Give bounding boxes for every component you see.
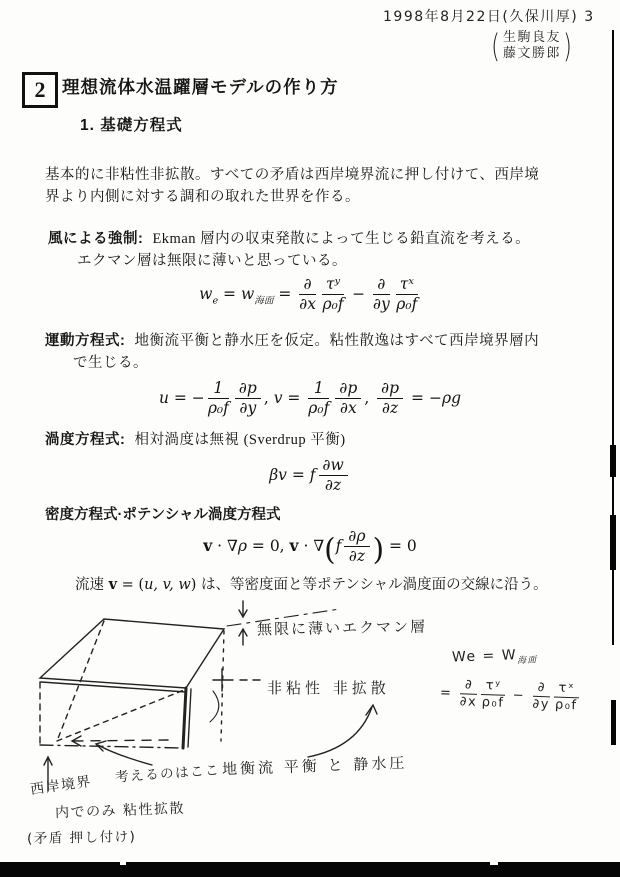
eq-token: βv <box>269 466 287 485</box>
eq-token: ) は、等密度面と等ポテンシャル渦度面の交線に沿う。 <box>190 577 548 593</box>
box-inner-diagonal-1 <box>57 621 104 741</box>
eq-token: f <box>309 466 316 485</box>
scan-edge-blob-3 <box>611 700 616 745</box>
fraction-denominator: ρ₀f <box>322 294 344 313</box>
fraction-numerator: ∂ρ <box>344 528 369 547</box>
wind-forcing-text: Ekman 層内の収束発散によって生じる鉛直流を考える。 <box>152 231 531 247</box>
eq-token: v <box>108 576 118 593</box>
fraction <box>299 276 316 312</box>
eq-token: v <box>289 536 299 556</box>
fraction-denominator: ∂z <box>325 475 342 494</box>
annotation-western-boundary: 西岸境界 <box>29 773 93 799</box>
scan-bottom-bar <box>0 862 620 877</box>
vorticity-lead: 渦度方程式: <box>45 432 126 448</box>
fraction-numerator: τʸ <box>322 276 344 295</box>
fraction-numerator: ∂ <box>533 681 551 698</box>
fraction <box>344 528 369 564</box>
wind-forcing-line-2: エクマン層は無限に薄いと思っている。 <box>77 253 347 269</box>
scan-bottom-bar-notch-1 <box>120 862 126 865</box>
density-lead: 密度方程式·ポテンシャル渦度方程式 <box>45 507 281 523</box>
scan-edge-blob-2 <box>610 515 616 570</box>
subsection-title: 1. 基礎方程式 <box>80 117 183 134</box>
eq-token: · ∇ <box>298 537 325 556</box>
fraction <box>396 276 418 312</box>
fraction <box>481 679 506 711</box>
eq-token: w <box>240 285 255 304</box>
fraction-denominator: ρ₀f <box>308 398 330 417</box>
scan-bottom-bar-notch-2 <box>490 862 498 865</box>
section-number: 2 <box>34 77 46 102</box>
eq-token: − <box>347 285 370 304</box>
box-right-front-edge-2 <box>188 689 191 747</box>
annotation-geostrophic: 地衡流 平衡 と 静水圧 <box>221 753 408 779</box>
fraction <box>460 678 478 710</box>
eq-token: = <box>273 285 297 304</box>
eq-token: = − <box>406 389 442 408</box>
eq-token: = 0, <box>246 537 290 556</box>
fraction-numerator: τˣ <box>554 682 579 699</box>
page-title: 理想流体水温躍層モデルの作り方 <box>62 77 339 97</box>
geostrophic-curve <box>308 707 372 757</box>
box-inner-diagonal-2 <box>57 690 184 741</box>
eq-token: ρ <box>237 537 247 556</box>
eq-token: = ( <box>117 577 145 593</box>
fraction-denominator: ∂x <box>299 294 317 313</box>
momentum-lead: 運動方程式: <box>45 333 126 349</box>
fraction-denominator: ρ₀f <box>396 294 418 313</box>
fraction <box>322 276 344 312</box>
wind-forcing-line <box>48 227 530 248</box>
annotation-consider-here: 考えるのはここ <box>114 762 221 786</box>
fraction-numerator: τʸ <box>481 679 505 696</box>
fraction <box>308 380 329 416</box>
fraction <box>319 457 348 493</box>
density-equation <box>0 527 620 567</box>
name-line-1: 生駒良友 <box>502 29 561 45</box>
fraction-numerator: ∂p <box>377 380 403 399</box>
box-right-front-edge <box>183 688 186 748</box>
eq-token: = <box>439 685 459 702</box>
fraction <box>373 276 390 312</box>
fraction-numerator: ∂ <box>373 276 390 295</box>
fraction-denominator: ∂z <box>382 398 399 417</box>
vorticity-line <box>45 428 346 449</box>
intro-line-2: 界より内側に対する調和の取れた世界を作る。 <box>45 189 360 205</box>
intro-line-1: 基本的に非粘性非拡散。すべての矛盾は西岸境界流に押し付けて、西岸境 <box>45 167 540 183</box>
eq-token: = − <box>168 389 205 408</box>
eq-token: We = W <box>451 647 518 666</box>
bottom-dashed-arrow <box>74 740 168 741</box>
right-parenthesis: ) <box>563 27 573 65</box>
fraction-numerator: ∂p <box>235 380 261 399</box>
density-lead-line <box>45 503 280 524</box>
annotation-contradiction: (矛盾 押し付け) <box>26 829 137 847</box>
fraction-numerator: τˣ <box>396 276 418 295</box>
fraction-numerator: ∂p <box>335 380 361 399</box>
fraction <box>235 380 261 416</box>
fraction-denominator: ∂x <box>339 398 357 417</box>
annotation-we-equation-lhs <box>452 647 538 669</box>
fraction-denominator: ρ₀f <box>554 697 578 714</box>
right-face-hook <box>210 691 219 722</box>
eq-token: · ∇ <box>212 537 238 556</box>
fraction <box>377 380 403 416</box>
eq-token: u <box>158 389 169 408</box>
annotation-viscous-inside: 内でのみ 粘性拡散 <box>54 800 186 822</box>
momentum-equation <box>0 380 620 416</box>
eq-token: 海面 <box>517 655 538 667</box>
eq-token: = <box>286 466 310 485</box>
fraction <box>532 681 550 713</box>
fraction-denominator: ∂y <box>372 294 390 313</box>
eq-token: 海面 <box>254 295 274 307</box>
names-column <box>503 30 561 63</box>
eq-token: , <box>263 389 274 408</box>
vorticity-text: 相対渦度は無視 (Sverdrup 平衡) <box>134 432 346 448</box>
eq-token: ) <box>372 532 385 567</box>
momentum-text: 地衡流平衡と静水圧を仮定。粘性散逸はすべて西岸境界層内 <box>134 333 540 349</box>
fraction-denominator: ∂y <box>239 398 257 417</box>
momentum-line-2: で生じる。 <box>73 355 148 371</box>
scan-edge-blob-1 <box>610 445 616 477</box>
fraction-denominator: ρ₀f <box>207 398 229 417</box>
box-bottom-edge-dashdot <box>40 745 183 748</box>
box-top-face <box>40 619 224 688</box>
fraction <box>208 380 229 416</box>
eq-token: = <box>218 285 241 304</box>
fraction <box>554 682 580 714</box>
wind-forcing-lead: 風による強制: <box>48 231 144 247</box>
fraction-numerator: ∂w <box>319 457 348 476</box>
eq-token: ( <box>324 532 336 567</box>
eq-token: u, v, w <box>144 577 191 593</box>
ekman-equation <box>0 276 620 312</box>
eq-token: e <box>212 295 219 307</box>
handwritten-date-note: 1998年8月22日(久保川厚) 3 <box>383 9 595 25</box>
fraction-denominator: ∂z <box>348 546 366 565</box>
flow-direction-line <box>75 573 548 594</box>
section-number-box <box>22 72 58 108</box>
fraction-denominator: ∂x <box>459 694 478 710</box>
consider-here-curve <box>98 745 152 765</box>
eq-token: f <box>335 537 342 556</box>
eq-token: 流速 <box>75 577 109 593</box>
fraction-numerator: 1 <box>208 380 229 399</box>
eq-token: w <box>199 285 213 304</box>
fraction-numerator: 1 <box>308 380 329 399</box>
handwritten-names <box>489 27 575 65</box>
fraction-numerator: ∂ <box>460 678 478 695</box>
eq-token: v <box>203 536 213 556</box>
vorticity-equation <box>0 457 620 493</box>
fraction-denominator: ρ₀f <box>481 695 505 711</box>
annotation-we-equation-rhs <box>440 678 582 714</box>
annotation-ekman-layer: 無限に薄いエクマン層 <box>256 617 428 639</box>
fraction <box>335 380 361 416</box>
eq-token: = 0 <box>384 537 417 556</box>
fraction-numerator: ∂ <box>299 276 316 295</box>
eq-token: − <box>506 687 532 704</box>
annotation-inviscid: 非粘性 非拡散 <box>267 679 390 697</box>
left-parenthesis: ( <box>491 27 501 65</box>
name-line-2: 藤文勝郎 <box>502 46 561 61</box>
eq-token: = <box>282 389 306 408</box>
fraction-denominator: ∂y <box>532 696 551 713</box>
momentum-line <box>45 329 539 350</box>
eq-token: v <box>273 389 283 408</box>
eq-token: , <box>364 389 375 408</box>
eq-token: ρg <box>441 389 461 408</box>
